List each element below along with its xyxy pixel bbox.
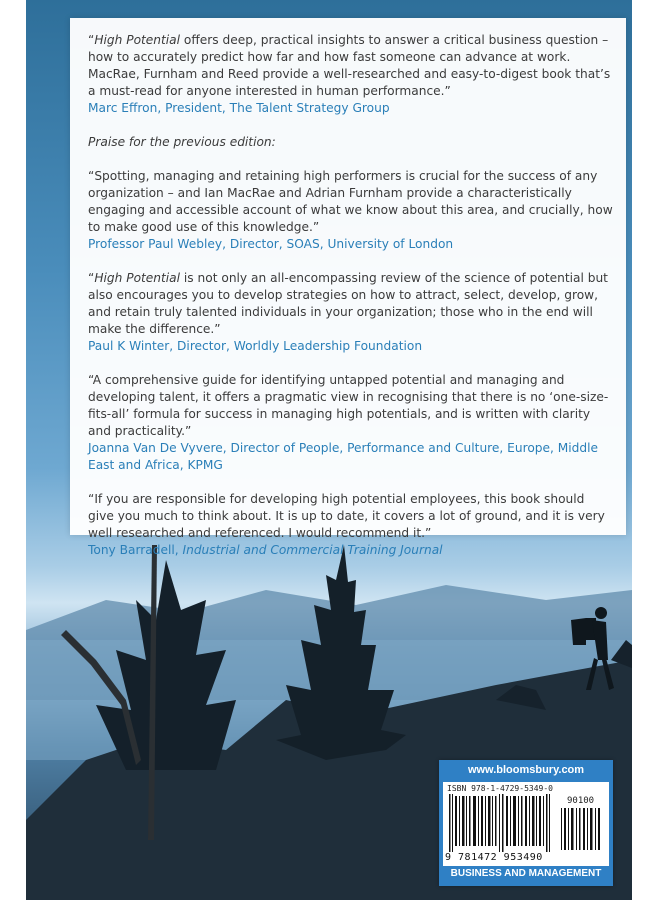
quote-webley bbox=[88, 168, 614, 253]
quote-effron: “High Potential offers deep, practical insights to answer a critical business question – how to accurately predict how far and how fast someone can advance at work. MacRae, Furnham and Reed provide a well-researched and easy-to-digest book that’s a must-read for anyone interested in human performance.” Marc Effron, President, The Talent Strategy Group bbox=[88, 32, 614, 117]
book-title: High Potential bbox=[94, 33, 181, 47]
barcode-label bbox=[443, 782, 609, 866]
back-cover bbox=[26, 0, 632, 900]
quote-text: “A comprehensive guide for identifying untapped potential and managing and developing talent, it offers a pragmatic view in recognising that there is no ‘one-size-fits-all’ formula for success in managing high potentials, and is written with clarity and practicality.” bbox=[88, 373, 609, 438]
quote-text: “If you are responsible for developing high potential employees, this book should give you much to think about. It is up to date, it covers a lot of ground, and it is very well researched and referenced. I would recommend it.” bbox=[88, 492, 605, 540]
isbn-text: ISBN 978-1-4729-5349-0 bbox=[447, 784, 553, 793]
quote-text: offers deep, practical insights to answer a critical business question – how to accurately predict how far and how fast someone can advance at work. MacRae, Furnham and Reed provide a well-researched and easy-to-digest book that’s a must-read for anyone interested in human performance.” bbox=[88, 33, 611, 98]
quote-attribution: Paul K Winter, Director, Worldly Leadership Foundation bbox=[88, 339, 423, 353]
quote-attribution: Professor Paul Webley, Director, SOAS, University of London bbox=[88, 237, 454, 251]
quote-attribution: Joanna Van De Vyvere, Director of People, Performance and Culture, Europe, Middle East and Africa, KPMG bbox=[88, 441, 599, 472]
quote-winter: “High Potential is not only an all-encompassing review of the science of potential but also encourages you to develop strategies on how to attract, select, develop, grow, and retain truly talented individuals in your organization; those who in the end will make the difference.” Paul K Winter, Director, Worldly Leadership Foundation bbox=[88, 270, 614, 355]
quote-attribution: Tony Barradell, Industrial and Commercial Training Journal bbox=[88, 543, 443, 557]
page-edge bbox=[632, 0, 660, 900]
barcode-digits: 9 781472 953490 bbox=[445, 852, 543, 863]
praise-heading: Praise for the previous edition: bbox=[88, 135, 276, 149]
category-label: BUSINESS AND MANAGEMENT bbox=[450, 868, 602, 879]
quotes-panel bbox=[70, 18, 626, 557]
barcode-panel bbox=[439, 760, 613, 886]
price-code: 90100 bbox=[567, 796, 595, 806]
quote-text: is not only an all-encompassing review of the science of potential but also encourages you to develop strategies on how to attract, select, develop, grow, and retain truly talented individuals in your organization; those who in the end will make the difference.” bbox=[88, 271, 608, 336]
quote-barradell bbox=[88, 491, 614, 559]
publisher-url: www.bloomsbury.com bbox=[467, 764, 585, 776]
book-title: High Potential bbox=[94, 271, 181, 285]
barcode-bars bbox=[443, 794, 609, 854]
quote-text: “Spotting, managing and retaining high performers is crucial for the success of any organization – and Ian MacRae and Adrian Furnham provide a characteristically engaging and accessible account of what we know about this area, and crucially, how to make good use of this knowledge.” bbox=[88, 169, 613, 234]
quote-attribution: Marc Effron, President, The Talent Strategy Group bbox=[88, 101, 390, 115]
quote-vyvere bbox=[88, 372, 614, 474]
